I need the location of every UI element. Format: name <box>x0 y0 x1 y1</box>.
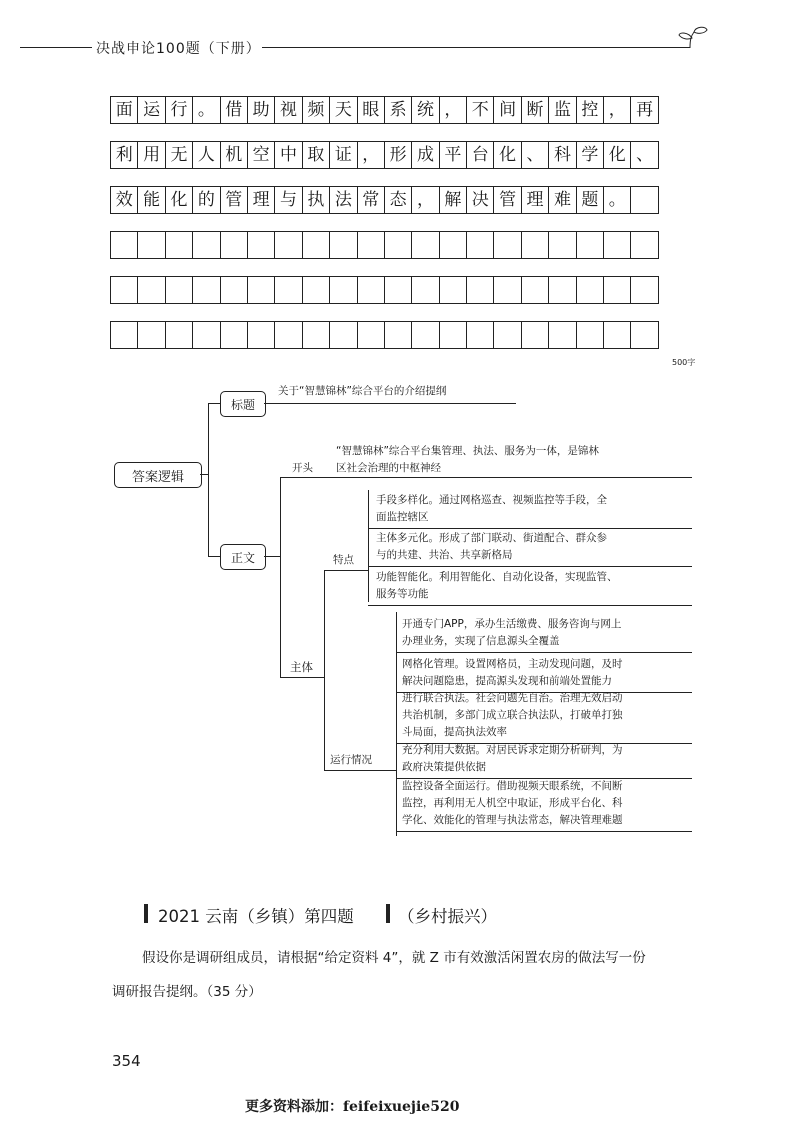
header-rule-right <box>262 47 690 48</box>
grid-cell <box>165 231 193 259</box>
grid-cell <box>329 321 357 349</box>
grid-cell <box>603 321 631 349</box>
grid-cell <box>439 231 467 259</box>
word-count-label: 500字 <box>672 358 696 367</box>
grid-cell <box>630 276 658 304</box>
operations-item-line: 监控设备全面运行。借助视频天眼系统，不间断 <box>402 780 623 792</box>
intro-line-2: 区社会治理的中枢神经 <box>336 462 441 474</box>
grid-cell: 台 <box>466 141 494 169</box>
grid-cell <box>576 276 604 304</box>
features-item-underline <box>368 528 692 529</box>
grid-cell <box>329 276 357 304</box>
grid-cell: 。 <box>603 186 631 214</box>
grid-cell: 学 <box>576 141 604 169</box>
grid-cell <box>603 231 631 259</box>
grid-cell <box>576 231 604 259</box>
operations-item-line: 监控，再利用无人机空中取证，形成平台化、科 <box>402 797 623 809</box>
operations-item-line: 开通专门APP，承办生活缴费、服务咨询与网上 <box>402 618 622 630</box>
grid-cell <box>411 231 439 259</box>
grid-cell: 、 <box>521 141 549 169</box>
operations-item-line: 斗局面，提高执法效率 <box>402 726 507 738</box>
intro-line-1: “智慧锦林”综合平台集管理、执法、服务为一体，是锦林 <box>336 445 599 457</box>
grid-cell: ， <box>439 96 467 124</box>
features-item-underline <box>368 605 692 606</box>
grid-cell: 化 <box>603 141 631 169</box>
root-spine <box>208 403 209 556</box>
grid-cell: 间 <box>493 96 521 124</box>
grid-cell: 理 <box>247 186 275 214</box>
root-node <box>114 462 202 488</box>
features-underline <box>324 570 368 571</box>
grid-cell: 题 <box>576 186 604 214</box>
grid-cell <box>110 231 138 259</box>
features-item-line: 服务等功能 <box>376 588 429 600</box>
grid-cell: 与 <box>274 186 302 214</box>
operations-join <box>368 770 396 771</box>
grid-cell <box>302 231 330 259</box>
grid-cell: 不 <box>466 96 494 124</box>
grid-cell: 断 <box>521 96 549 124</box>
grid-cell: 化 <box>493 141 521 169</box>
grid-cell: 面 <box>110 96 138 124</box>
grid-cell <box>329 231 357 259</box>
grid-cell: 人 <box>192 141 220 169</box>
grid-row <box>110 96 658 126</box>
footer-note: 更多资料添加：feifeixuejie520 <box>245 1099 460 1115</box>
grid-cell <box>411 321 439 349</box>
grid-cell: 管 <box>220 186 248 214</box>
grid-cell: 行 <box>165 96 193 124</box>
grid-cell <box>192 321 220 349</box>
grid-cell <box>247 321 275 349</box>
grid-cell: 取 <box>302 141 330 169</box>
section-marker-right <box>386 904 390 923</box>
title-connector <box>208 403 220 404</box>
operations-item-line: 网格化管理。设置网格员，主动发现问题，及时 <box>402 658 623 670</box>
grid-cell <box>220 231 248 259</box>
grid-cell <box>521 231 549 259</box>
grid-cell: 平 <box>439 141 467 169</box>
operations-item-line: 共治机制，多部门成立联合执法队，打破单打独 <box>402 709 623 721</box>
grid-cell <box>493 321 521 349</box>
grid-cell: 的 <box>192 186 220 214</box>
grid-cell: 态 <box>384 186 412 214</box>
operations-item-line: 充分利用大数据。对居民诉求定期分析研判，为 <box>402 744 623 756</box>
grid-cell <box>137 276 165 304</box>
grid-cell <box>274 276 302 304</box>
features-item-line: 主体多元化。形成了部门联动、街道配合、群众参 <box>376 532 607 544</box>
features-item-line: 与的共建、共治、共享新格局 <box>376 549 513 561</box>
sprout-icon <box>676 26 710 50</box>
grid-cell: ， <box>603 96 631 124</box>
grid-cell: 无 <box>165 141 193 169</box>
grid-cell: 眼 <box>357 96 385 124</box>
grid-cell: 化 <box>165 186 193 214</box>
section-marker-left <box>144 904 148 923</box>
grid-cell: 系 <box>384 96 412 124</box>
grid-cell <box>548 276 576 304</box>
grid-cell: 能 <box>137 186 165 214</box>
grid-cell <box>521 276 549 304</box>
grid-cell <box>576 321 604 349</box>
grid-row <box>110 276 658 306</box>
grid-cell: 中 <box>274 141 302 169</box>
intro-underline <box>280 477 692 478</box>
grid-cell: 证 <box>329 141 357 169</box>
page-number: 354 <box>112 1052 141 1070</box>
grid-cell <box>630 321 658 349</box>
root-node-label: 答案逻辑 <box>131 469 184 485</box>
grid-cell <box>493 231 521 259</box>
grid-cell <box>466 321 494 349</box>
grid-cell: 解 <box>439 186 467 214</box>
grid-cell <box>439 276 467 304</box>
grid-row <box>110 141 658 171</box>
grid-cell: 。 <box>192 96 220 124</box>
grid-cell: 空 <box>247 141 275 169</box>
grid-cell <box>384 231 412 259</box>
features-bracket <box>368 490 369 602</box>
grid-cell <box>302 321 330 349</box>
grid-cell: 管 <box>493 186 521 214</box>
grid-cell: 理 <box>521 186 549 214</box>
grid-cell <box>110 321 138 349</box>
title-underline <box>264 403 516 404</box>
grid-row <box>110 321 658 351</box>
title-node <box>220 391 266 417</box>
grid-cell: 常 <box>357 186 385 214</box>
root-connector <box>200 474 208 475</box>
grid-cell <box>439 321 467 349</box>
grid-cell: 控 <box>576 96 604 124</box>
main-underline <box>280 677 324 678</box>
grid-cell <box>630 231 658 259</box>
grid-cell <box>493 276 521 304</box>
grid-cell <box>548 321 576 349</box>
operations-bracket <box>396 612 397 836</box>
operations-item-underline <box>396 831 692 832</box>
features-label: 特点 <box>333 554 354 566</box>
grid-cell: 执 <box>302 186 330 214</box>
running-header-title: 决战申论100题（下册） <box>96 41 261 57</box>
operations-item-underline <box>396 652 692 653</box>
grid-cell <box>110 276 138 304</box>
features-item-line: 面监控辖区 <box>376 511 429 523</box>
grid-cell <box>411 276 439 304</box>
body-connector <box>208 556 220 557</box>
operations-item-line: 学化、效能化的管理与执法常态，解决管理难题 <box>402 814 623 826</box>
grid-cell <box>357 231 385 259</box>
grid-cell <box>466 231 494 259</box>
grid-cell: ， <box>411 186 439 214</box>
operations-label: 运行情况 <box>330 754 372 766</box>
grid-cell <box>165 276 193 304</box>
features-item-underline <box>368 566 692 567</box>
body-out <box>264 556 280 557</box>
features-item-line: 功能智能化。利用智能化、自动化设备，实现监管、 <box>376 571 618 583</box>
grid-cell <box>137 321 165 349</box>
title-text: 关于“智慧锦林”综合平台的介绍提纲 <box>278 385 447 397</box>
grid-cell: 决 <box>466 186 494 214</box>
grid-cell: 监 <box>548 96 576 124</box>
grid-cell: 形 <box>384 141 412 169</box>
grid-cell <box>220 321 248 349</box>
grid-cell <box>357 321 385 349</box>
grid-cell <box>302 276 330 304</box>
question-line-2: 调研报告提纲。（35 分） <box>112 984 262 1000</box>
operations-item-line: 办理业务，实现了信息源头全覆盖 <box>402 635 560 647</box>
grid-cell: 天 <box>329 96 357 124</box>
operations-item-line: 政府决策提供依据 <box>402 761 486 773</box>
grid-cell: 运 <box>137 96 165 124</box>
grid-cell <box>220 276 248 304</box>
grid-cell <box>165 321 193 349</box>
grid-row <box>110 231 658 261</box>
main-label: 主体 <box>290 660 313 674</box>
question-tag: （乡村振兴） <box>398 907 497 926</box>
grid-cell: 用 <box>137 141 165 169</box>
question-heading <box>158 903 354 927</box>
grid-cell: 效 <box>110 186 138 214</box>
grid-cell: 借 <box>220 96 248 124</box>
intro-label: 开头 <box>292 462 313 474</box>
grid-cell <box>603 276 631 304</box>
grid-cell <box>274 231 302 259</box>
grid-cell <box>384 276 412 304</box>
grid-cell <box>521 321 549 349</box>
title-node-label: 标题 <box>230 397 255 412</box>
grid-cell: 法 <box>329 186 357 214</box>
grid-cell <box>357 276 385 304</box>
grid-cell <box>630 186 658 214</box>
body-spine <box>280 477 281 677</box>
grid-cell: 机 <box>220 141 248 169</box>
body-node-label: 正文 <box>230 550 255 565</box>
operations-underline <box>324 770 368 771</box>
grid-cell: 再 <box>630 96 658 124</box>
operations-item-line: 进行联合执法。社会问题先自治。治理无效启动 <box>402 692 623 704</box>
header-rule-left <box>20 47 92 48</box>
grid-cell <box>466 276 494 304</box>
grid-row <box>110 186 658 216</box>
question-line-1: 假设你是调研组成员，请根据“给定资料 4”，就 Z 市有效激活闲置农房的做法写一份 <box>142 950 646 966</box>
question-title: 2021 云南（乡镇）第四题 <box>158 907 354 926</box>
grid-cell <box>247 231 275 259</box>
main-spine <box>324 570 325 770</box>
grid-cell: 利 <box>110 141 138 169</box>
grid-cell: 难 <box>548 186 576 214</box>
grid-cell: 视 <box>274 96 302 124</box>
grid-cell <box>548 231 576 259</box>
operations-item-line: 解决问题隐患，提高源头发现和前端处置能力 <box>402 675 612 687</box>
grid-cell: 、 <box>630 141 658 169</box>
grid-cell: 成 <box>411 141 439 169</box>
grid-cell <box>192 276 220 304</box>
grid-cell: 科 <box>548 141 576 169</box>
features-item-line: 手段多样化。通过网格巡查、视频监控等手段，全 <box>376 494 607 506</box>
grid-cell <box>192 231 220 259</box>
grid-cell <box>274 321 302 349</box>
grid-cell: 统 <box>411 96 439 124</box>
grid-cell: 助 <box>247 96 275 124</box>
grid-cell <box>137 231 165 259</box>
grid-cell: ， <box>357 141 385 169</box>
body-node <box>220 544 266 570</box>
grid-cell: 频 <box>302 96 330 124</box>
grid-cell <box>247 276 275 304</box>
grid-cell <box>384 321 412 349</box>
